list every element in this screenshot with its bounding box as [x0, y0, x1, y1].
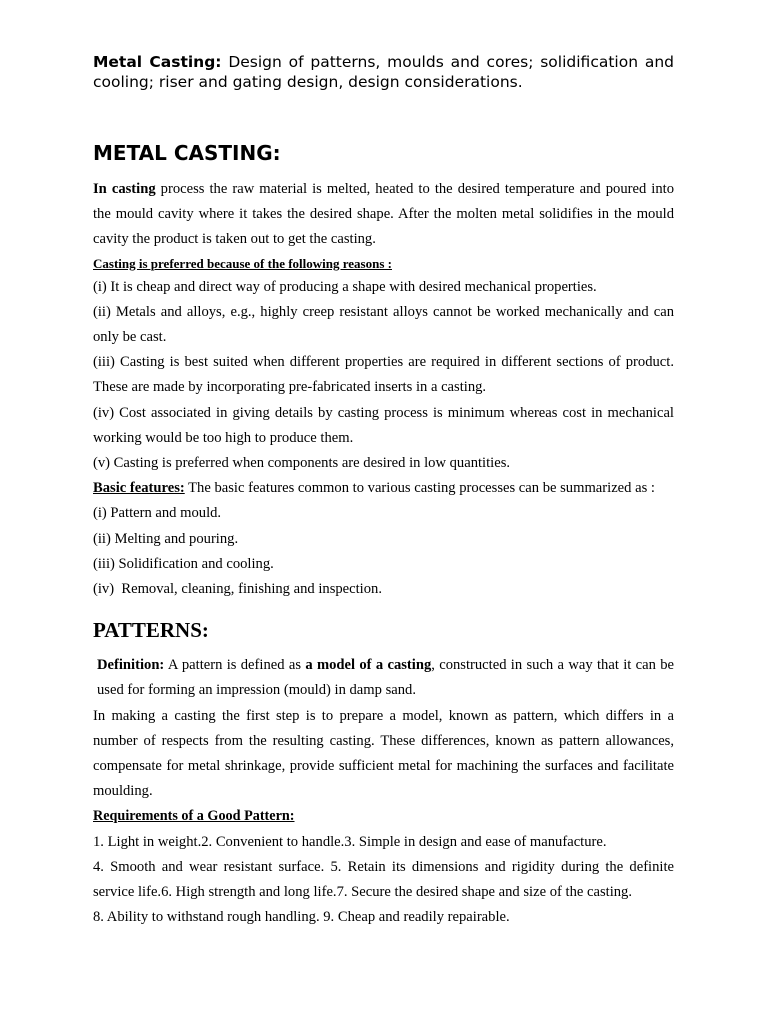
basic-features-paragraph [93, 476, 674, 501]
feature-item: (iii) Solidification and cooling. [93, 555, 274, 572]
pattern-definition [93, 653, 674, 703]
syllabus-lead: Metal Casting: [93, 53, 222, 71]
feature-item: (i) Pattern and mould. [93, 505, 222, 522]
syllabus-text: Design of patterns, moulds and cores; solidification and cooling; riser and gating design, design considerations. [93, 53, 674, 91]
requirement-line: 8. Ability to withstand rough handling. 9. Cheap and readily repairable. [93, 909, 510, 926]
feature-item: (ii) Melting and pouring. [93, 530, 239, 547]
feature-item: (iv) Removal, cleaning, finishing and inspection. [93, 581, 382, 598]
definition-text-2: , constructed in such a way that it can be used for forming an impression (mould) in damp sand. [97, 657, 674, 699]
pattern-making-paragraph: In making a casting the first step is to prepare a model, known as pattern, which differs in a number of respects from the resulting casting. These differences, known as pattern allowances, compensate for metal shrinkage, provide sufficient metal for machining the surfaces and facilitate moulding. [93, 707, 674, 800]
reason-item: (i) It is cheap and direct way of producing a shape with desired mechanical properties. [93, 278, 597, 295]
metal-casting-heading: METAL CASTING: [93, 141, 281, 165]
requirement-line: 4. Smooth and wear resistant surface. 5. Retain its dimensions and rigidity during the definite service life.6. High strength and long life.7. Secure the desired shape and size of the casting. [93, 858, 674, 901]
metal-casting-intro [93, 177, 674, 253]
reason-item: (ii) Metals and alloys, e.g., highly creep resistant alloys cannot be worked mechanically and can only be cast. [93, 303, 674, 346]
definition-lead: Definition: [97, 657, 165, 674]
reasons-heading: Casting is preferred because of the following reasons : [93, 255, 392, 271]
syllabus-paragraph [93, 52, 674, 92]
intro-text: process the raw material is melted, heated to the desired temperature and poured into the mould cavity where it takes the desired shape. After the molten metal solidifies in the mould cavity the product is taken out to get the casting. [93, 181, 674, 248]
document-page [93, 52, 674, 930]
reason-item: (iii) Casting is best suited when different properties are required in different sections of product. These are made by incorporating pre-fabricated inserts in a casting. [93, 354, 674, 396]
requirements-heading: Requirements of a Good Pattern: [93, 808, 295, 825]
features-text: The basic features common to various casting processes can be summarized as : [184, 480, 655, 497]
definition-text-1: A pattern is defined as [164, 657, 306, 674]
patterns-heading: PATTERNS: [93, 618, 209, 643]
definition-bold: a model of a casting [305, 657, 432, 674]
requirement-line: 1. Light in weight.2. Convenient to handle.3. Simple in design and ease of manufacture. [93, 833, 607, 850]
intro-lead: In casting [93, 181, 156, 197]
reason-item: (v) Casting is preferred when components are desired in low quantities. [93, 455, 511, 472]
reason-item: (iv) Cost associated in giving details by casting process is minimum whereas cost in mechanical working would be too high to produce them. [93, 404, 674, 446]
features-lead: Basic features: [93, 480, 185, 497]
